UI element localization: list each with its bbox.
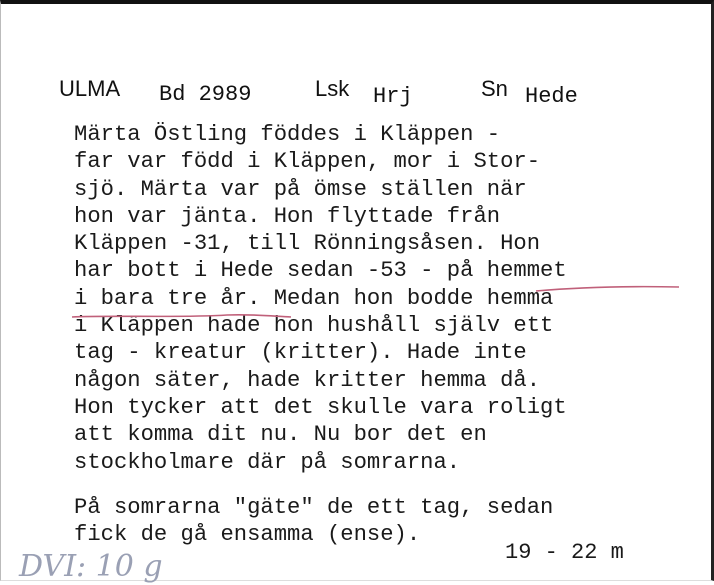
body-line: far var född i Kläppen, mor i Stor- <box>74 149 541 175</box>
archive-label: ULMA <box>59 76 121 101</box>
body-line: Hon tycker att det skulle vara roligt <box>74 394 567 420</box>
lsk-label: Lsk <box>315 76 350 101</box>
body-line: fick de gå ensamma (ense). <box>74 522 421 548</box>
body-line: Kläppen -31, till Rönningsåsen. Hon <box>74 231 541 257</box>
body-line: har bott i Hede sedan -53 - på hemmet <box>74 258 567 284</box>
pencil-annotation <box>15 542 165 585</box>
sn-label: Sn <box>481 76 508 101</box>
sn-value: Hede <box>525 84 578 109</box>
body-line: Märta Östling föddes i Kläppen - <box>74 122 501 147</box>
lsk-value: Hrj <box>373 84 413 109</box>
body-line: i Kläppen hade hon hushåll själv ett <box>74 313 554 339</box>
card-body-text <box>74 121 704 476</box>
body-line: hon var jänta. Hon flyttade från <box>74 203 501 229</box>
body-line: På somrarna "gäte" de ett tag, sedan <box>74 495 554 520</box>
page-reference: 19 - 22 m <box>505 540 624 565</box>
body-line: stockholmare där på somrarna. <box>74 449 461 475</box>
bd-number: Bd 2989 <box>159 82 252 107</box>
body-line: att komma dit nu. Nu bor det en <box>74 422 487 448</box>
pencil-annotation-text: DVI: 10 g <box>19 549 163 584</box>
body-line: sjö. Märta var på ömse ställen när <box>74 176 527 202</box>
body-line: tag - kreatur (kritter). Hade inte <box>74 340 527 366</box>
body-line: i bara tre år. Medan hon bodde hemma <box>74 285 554 311</box>
body-line: någon säter, hade kritter hemma då. <box>74 367 541 393</box>
